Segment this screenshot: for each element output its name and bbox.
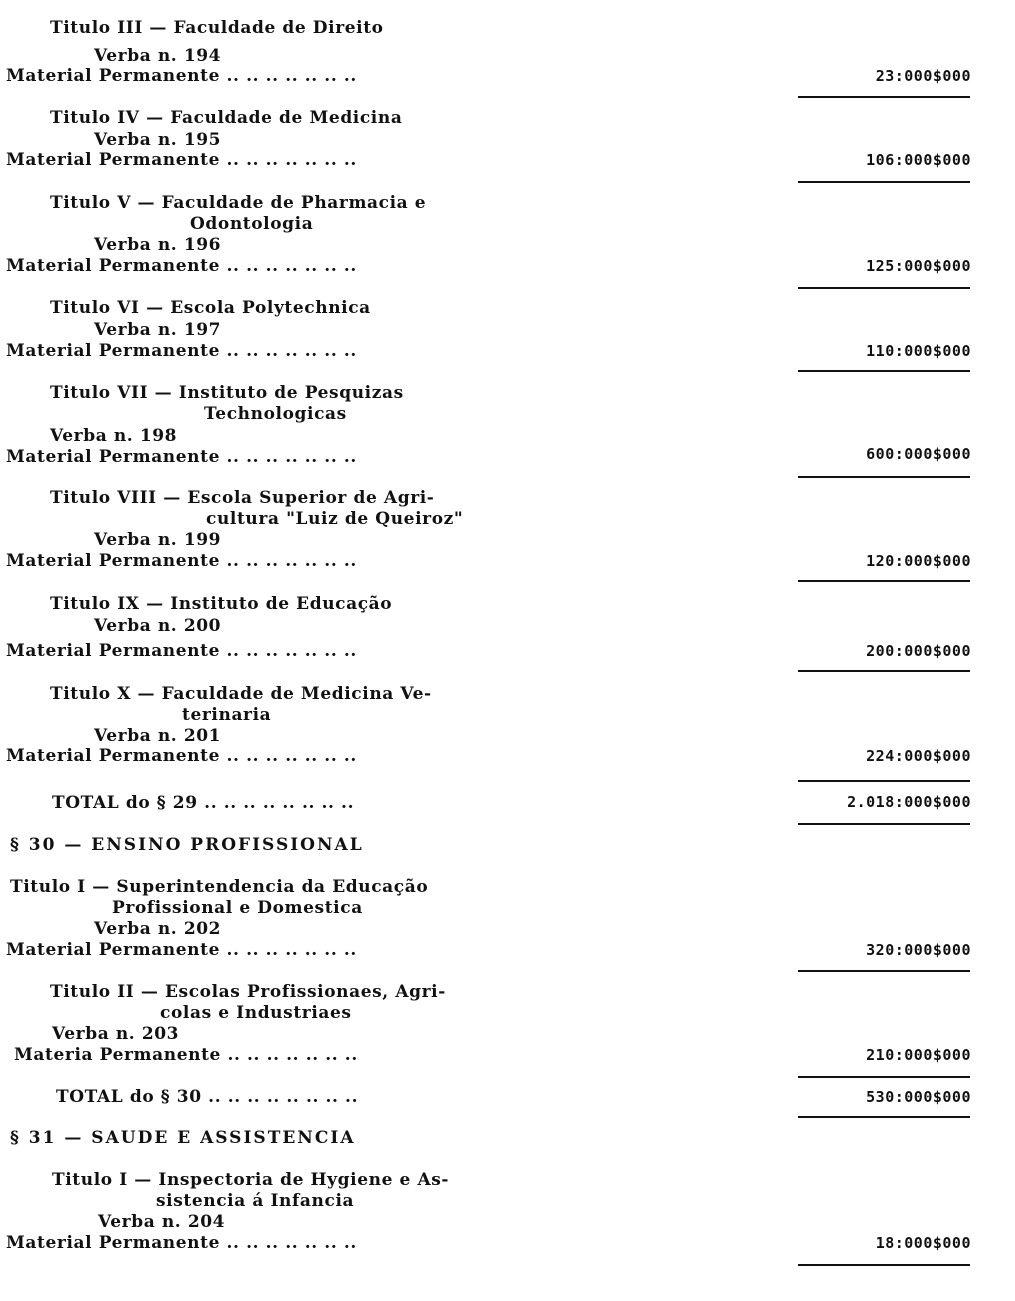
document-line: Titulo I — Superintendencia da Educação	[10, 877, 429, 897]
document-line: Titulo X — Faculdade de Medicina Ve-	[50, 684, 432, 704]
amount-value: 210:000$000	[866, 1046, 971, 1064]
document-line: Verba n. 202	[94, 919, 222, 939]
amount-value: 320:000$000	[866, 941, 971, 959]
amount-value: 18:000$000	[875, 1234, 971, 1252]
document-line: Verba n. 198	[50, 426, 178, 446]
document-line: Material Permanente .. .. .. .. .. .. ..	[6, 256, 357, 276]
amount-underline	[798, 1116, 970, 1118]
amount-underline	[798, 780, 970, 782]
document-line: TOTAL do § 29 .. .. .. .. .. .. .. ..	[52, 793, 355, 813]
document-line: Material Permanente .. .. .. .. .. .. ..	[6, 341, 357, 361]
document-line: Material Permanente .. .. .. .. .. .. ..	[6, 940, 357, 960]
document-line: Verba n. 194	[94, 46, 222, 66]
amount-value: 530:000$000	[866, 1088, 971, 1106]
document-line: Odontologia	[190, 214, 314, 234]
amount-underline	[798, 970, 970, 972]
amount-underline	[798, 96, 970, 98]
amount-underline	[798, 287, 970, 289]
document-line: Verba n. 201	[94, 726, 222, 746]
amount-value: 125:000$000	[866, 257, 971, 275]
amount-underline	[798, 181, 970, 183]
document-line: Material Permanente .. .. .. .. .. .. ..	[6, 150, 357, 170]
document-line: Profissional e Domestica	[112, 898, 363, 918]
amount-value: 23:000$000	[875, 67, 971, 85]
document-line: Verba n. 204	[98, 1212, 226, 1232]
document-line: Material Permanente .. .. .. .. .. .. ..	[6, 447, 357, 467]
document-line: colas e Industriaes	[160, 1003, 352, 1023]
document-line: Titulo VI — Escola Polytechnica	[50, 298, 371, 318]
document-line: Verba n. 195	[94, 130, 222, 150]
document-line: Verba n. 199	[94, 530, 222, 550]
document-line: sistencia á Infancia	[156, 1191, 355, 1211]
section-heading: § 30 — ENSINO PROFISSIONAL	[10, 835, 364, 855]
amount-underline	[798, 580, 970, 582]
document-line: Verba n. 197	[94, 320, 222, 340]
document-line: Material Permanente .. .. .. .. .. .. ..	[6, 641, 357, 661]
amount-underline	[798, 1264, 970, 1266]
document-line: Titulo V — Faculdade de Pharmacia e	[50, 193, 427, 213]
amount-value: 106:000$000	[866, 151, 971, 169]
document-line: Verba n. 196	[94, 235, 222, 255]
document-line: Technologicas	[204, 404, 347, 424]
amount-value: 200:000$000	[866, 642, 971, 660]
amount-value: 2.018:000$000	[847, 793, 971, 811]
document-line: Material Permanente .. .. .. .. .. .. ..	[6, 551, 357, 571]
amount-value: 600:000$000	[866, 445, 971, 463]
amount-value: 224:000$000	[866, 747, 971, 765]
amount-underline	[798, 823, 970, 825]
amount-value: 120:000$000	[866, 552, 971, 570]
document-line: Titulo I — Inspectoria de Hygiene e As-	[52, 1170, 450, 1190]
document-line: cultura "Luiz de Queiroz"	[206, 509, 464, 529]
document-line: Titulo IX — Instituto de Educação	[50, 594, 393, 614]
document-line: TOTAL do § 30 .. .. .. .. .. .. .. ..	[56, 1087, 359, 1107]
document-line: Material Permanente .. .. .. .. .. .. ..	[6, 1233, 357, 1253]
document-line: Verba n. 200	[94, 616, 222, 636]
document-line: Titulo II — Escolas Profissionaes, Agri-	[50, 982, 446, 1002]
document-line: Titulo IV — Faculdade de Medicina	[50, 108, 403, 128]
document-line: Titulo VII — Instituto de Pesquizas	[50, 383, 404, 403]
document-line: Verba n. 203	[52, 1024, 180, 1044]
section-heading: § 31 — SAUDE E ASSISTENCIA	[10, 1128, 356, 1148]
document-line: Titulo VIII — Escola Superior de Agri-	[50, 488, 435, 508]
amount-underline	[798, 476, 970, 478]
document-line: Material Permanente .. .. .. .. .. .. ..	[6, 746, 357, 766]
document-line: terinaria	[182, 705, 272, 725]
amount-underline	[798, 370, 970, 372]
amount-underline	[798, 670, 970, 672]
document-line: Materia Permanente .. .. .. .. .. .. ..	[14, 1045, 358, 1065]
amount-value: 110:000$000	[866, 342, 971, 360]
document-line: Titulo III — Faculdade de Direito	[50, 18, 384, 38]
amount-underline	[798, 1076, 970, 1078]
document-line: Material Permanente .. .. .. .. .. .. ..	[6, 66, 357, 86]
